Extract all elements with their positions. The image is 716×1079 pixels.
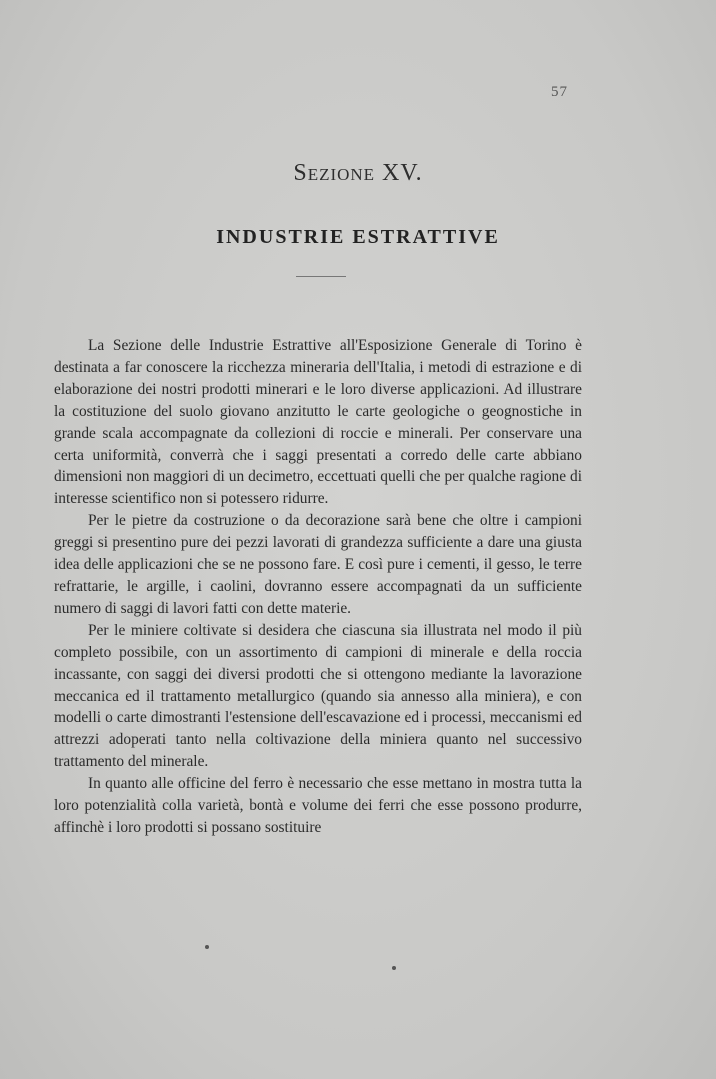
section-title: Sezione XV. (293, 160, 423, 186)
paragraph-1: La Sezione delle Industrie Estrattive all'Esposizione Generale di Torino è destinata a far conoscere la ricchezza mineraria dell'Italia, i metodi di estrazione e di elaborazione dei nostri prodotti minerari e le loro diverse applicazioni. Ad illustrare la costituzione del suolo giovano anzitutto le carte geologiche o geognostiche in grande scala accompagnate da collezioni di roccie e minerali. Per conservare una certa uniformità, converrà che i saggi presentati a corredo delle carte abbiano dimensioni non maggiori di un decimetro, eccettuati quelli che per qualche ragione di interesse scientifico non si potessero ridurre. (54, 337, 582, 508)
body-text (54, 335, 582, 839)
paragraph-4: In quanto alle officine del ferro è necessario che esse mettano in mostra tutta la loro potenzialità colla varietà, bontà e volume dei ferri che esse possono produrre, affinchè i loro prodotti si possano sostituire (54, 775, 582, 836)
page-number: 57 (551, 84, 568, 100)
paragraph-3: Per le miniere coltivate si desidera che ciascuna sia illustrata nel modo il più completo possibile, con un assortimento di campioni di minerale e della roccia incassante, con saggi dei diversi prodotti che si ottengono mediante la lavorazione meccanica ed il trattamento metallurgico (quando sia annesso alla miniera), e con modelli o carte dimostranti l'estensione dell'escavazione ed i processi, meccanismi ed attrezzi adoperati tanto nella coltivazione della miniera quanto nel successivo trattamento del minerale. (54, 621, 582, 771)
main-title: INDUSTRIE ESTRATTIVE (216, 226, 500, 248)
title-divider (296, 276, 346, 277)
paragraph-2: Per le pietre da costruzione o da decorazione sarà bene che oltre i campioni greggi si presentino pure dei pezzi lavorati di grandezza sufficiente a dare una giusta idea delle applicazioni che se ne possono fare. E così pure i cementi, il gesso, le terre refrattarie, le argille, i caolini, dovranno essere accompagnati da un sufficiente numero di saggi di lavori fatti con dette materie. (54, 512, 582, 617)
ink-speck (392, 966, 396, 970)
ink-speck (205, 945, 209, 949)
